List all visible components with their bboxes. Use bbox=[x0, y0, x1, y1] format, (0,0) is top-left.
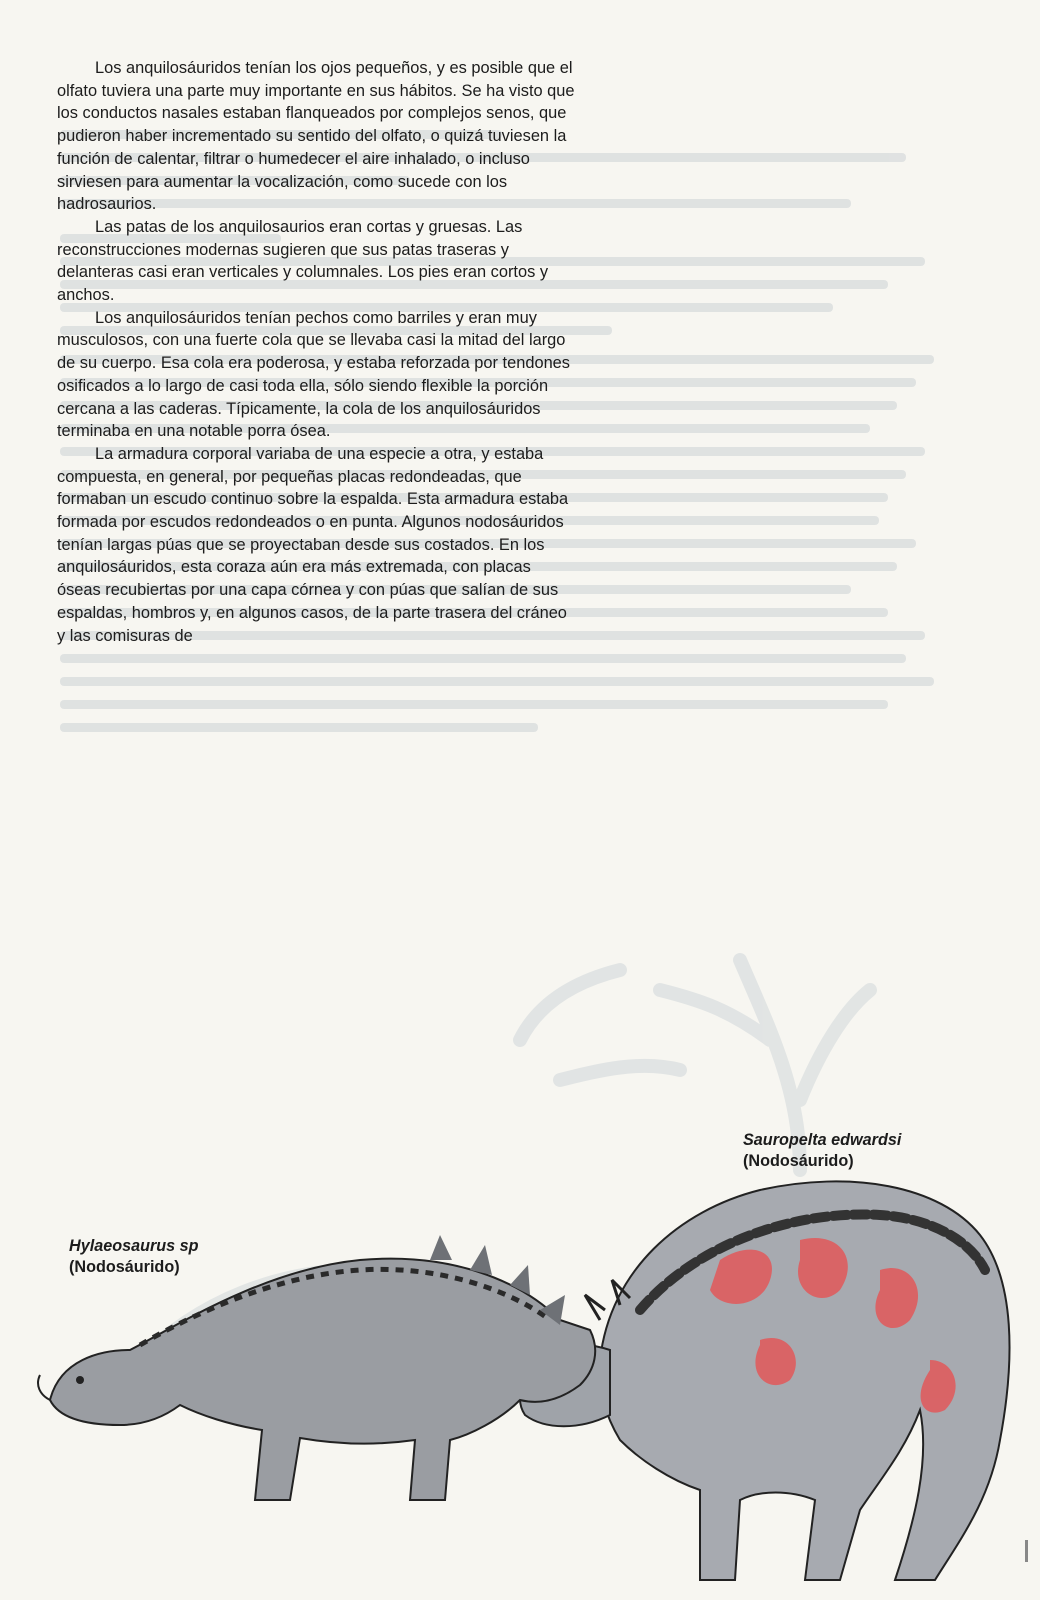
caption-sauropelta bbox=[743, 1130, 901, 1172]
caption-hylaeosaurus-family: (Nodosáurido) bbox=[69, 1258, 180, 1276]
caption-hylaeosaurus-species: Hylaeosaurus sp bbox=[69, 1237, 199, 1255]
page-edge-mark bbox=[1025, 1540, 1028, 1562]
caption-sauropelta-family: (Nodosáurido) bbox=[743, 1152, 854, 1170]
paragraph-2: Las patas de los anquilosaurios eran cortas y gruesas. Las reconstrucciones modernas sugieren que sus patas traseras y delanteras casi eran verticales y columnales. Los pies eran cortos y anchos. bbox=[57, 217, 549, 305]
caption-hylaeosaurus bbox=[69, 1236, 199, 1278]
paragraph-1: Los anquilosáuridos tenían los ojos pequeños, y es posible que el olfato tuviera una parte muy importante en sus hábitos. Se ha visto que los conductos nasales estaban flanqueados por complejos senos, que pudieron haber incrementado su sentido del olfato, o quizá tuviesen la función de calentar, filtrar o humedecer el aire inhalado, o incluso sirviesen para aumentar la vocalización, como sucede con los hadrosaurios. bbox=[57, 59, 575, 214]
hylaeosaurus-eye bbox=[76, 1376, 84, 1384]
caption-sauropelta-species: Sauropelta edwardsi bbox=[743, 1131, 902, 1149]
paragraph-3: Los anquilosáuridos tenían pechos como barriles y eran muy musculosos, con una fuerte cola que se llevaba casi la mitad del largo de su cuerpo. Esa cola era poderosa, y estaba reforzada por tendones osificados a lo largo de casi toda ella, sólo siendo flexible la porción cercana a las caderas. Típicamente, la cola de los anquilosáuridos terminaba en una notable porra ósea. bbox=[57, 308, 570, 441]
paragraph-4: La armadura corporal variaba de una especie a otra, y estaba compuesta, en general, por pequeñas placas redondeadas, que formaban un escudo continuo sobre la espalda. Esta armadura estaba formada por escudos redondeados o en punta. Algunos nodosáuridos tenían largas púas que se proyectaban desde sus costados. En los anquilosáuridos, esta coraza aún era más extremada, con placas óseas recubiertas por una capa córnea y con púas que salían de sus espaldas, hombros y, en algunos casos, de la parte trasera del cráneo y las comisuras de bbox=[57, 444, 569, 645]
dinosaur-illustration bbox=[0, 840, 1040, 1600]
body-text-column bbox=[57, 57, 577, 647]
sauropelta-figure bbox=[520, 1181, 1010, 1580]
